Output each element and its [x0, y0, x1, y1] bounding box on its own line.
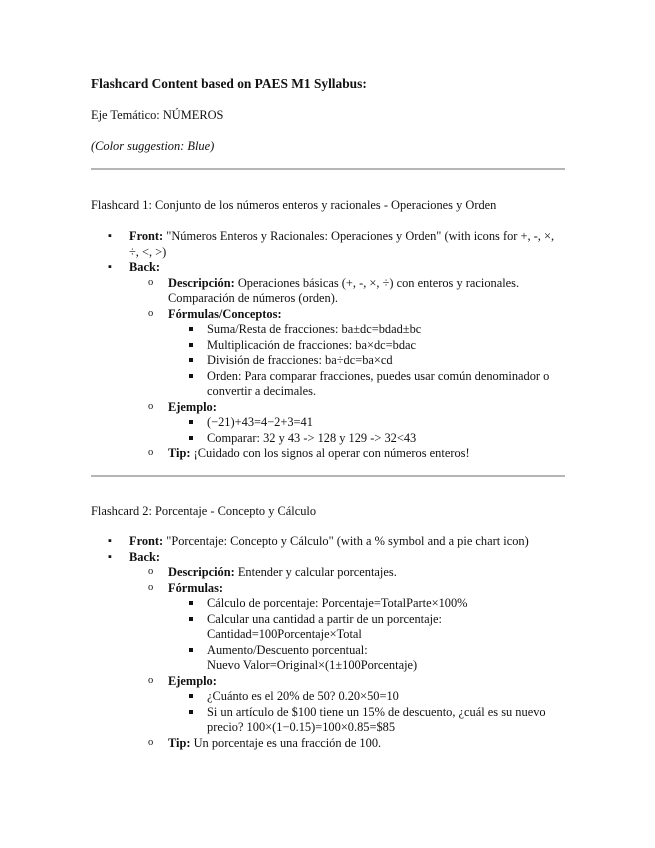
list-item: Comparar: 32 y 43 -> 128 y 129 -> 32<43	[168, 431, 565, 447]
flashcard-1-front	[91, 229, 565, 260]
flashcard-2-title: Flashcard 2: Porcentaje - Concepto y Cálculo	[91, 504, 317, 518]
flashcard-1-front-text: "Números Enteros y Racionales: Operaciones y Orden" (with icons for +, -, ×, ÷, <, >)	[129, 229, 555, 259]
flashcard-2-front-text: "Porcentaje: Concepto y Cálculo" (with a % symbol and a pie chart icon)	[163, 534, 529, 548]
list-item: División de fracciones: ba÷dc=ba×cd	[168, 353, 565, 369]
front-label: Front:	[129, 534, 164, 548]
eje-tematico: Eje Temático: NÚMEROS	[91, 108, 224, 122]
flashcard-2-ejemplo-list	[168, 689, 565, 736]
flashcard-2-descripcion	[129, 565, 565, 581]
formula-text: Aumento/Descuento porcentual:	[207, 642, 368, 657]
flashcard-1-tip	[129, 446, 565, 462]
flashcard-2-back	[91, 550, 565, 752]
flashcard-2-formulas-list	[168, 596, 565, 674]
flashcard-2-tip	[129, 736, 565, 752]
flashcard-2-list	[91, 534, 565, 751]
list-item	[168, 612, 565, 643]
ejemplo-label: Ejemplo:	[168, 399, 217, 414]
back-label: Back:	[129, 549, 160, 564]
color-suggestion: (Color suggestion: Blue)	[91, 139, 215, 153]
document-title: Flashcard Content based on PAES M1 Syllabus:	[91, 76, 367, 91]
flashcard-1-descripcion-text: Operaciones básicas (+, -, ×, ÷) con enteros y racionales. Comparación de números (orden).	[168, 275, 520, 305]
flashcard-1-list	[91, 229, 565, 462]
flashcard-1-formulas	[129, 307, 565, 400]
list-item: Multiplicación de fracciones: ba×dc=bdac	[168, 338, 565, 354]
descripcion-label: Descripción:	[168, 565, 235, 579]
list-item: Orden: Para comparar fracciones, puedes usar común denominador o convertir a decimales.	[168, 369, 565, 400]
ejemplo-label: Ejemplo:	[168, 673, 217, 688]
list-item: (−21)+43=4−2+3=41	[168, 415, 565, 431]
tip-label: Tip:	[168, 735, 191, 750]
formula-text: Calcular una cantidad a partir de un porcentaje:	[207, 611, 442, 626]
list-item	[168, 643, 565, 674]
front-label: Front:	[129, 229, 164, 243]
descripcion-label: Descripción:	[168, 275, 235, 290]
divider	[91, 475, 565, 477]
list-item: ¿Cuánto es el 20% de 50? 0.20×50=10	[168, 689, 565, 705]
flashcard-2-front	[91, 534, 565, 550]
flashcard-1-back-list	[129, 276, 565, 462]
formula-expression: Nuevo Valor=Original×(1±100Porcentaje)	[207, 658, 418, 672]
flashcard-1-descripcion	[129, 276, 565, 307]
flashcard-1-title: Flashcard 1: Conjunto de los números enteros y racionales - Operaciones y Orden	[91, 198, 497, 212]
flashcard-1-tip-text: ¡Cuidado con los signos al operar con números enteros!	[190, 446, 470, 460]
flashcard-2-back-list	[129, 565, 565, 751]
flashcard-1-formulas-list	[168, 322, 565, 400]
flashcard-1-ejemplo	[129, 400, 565, 447]
flashcard-2-tip-text: Un porcentaje es una fracción de 100.	[190, 735, 382, 750]
list-item: Suma/Resta de fracciones: ba±dc=bdad±bc	[168, 322, 565, 338]
flashcard-2-descripcion-text: Entender y calcular porcentajes.	[234, 565, 397, 579]
formula-text: Cálculo de porcentaje: Porcentaje=TotalParte×100%	[207, 596, 468, 610]
flashcard-1-ejemplo-list	[168, 415, 565, 446]
flashcard-2-formulas	[129, 581, 565, 674]
flashcard-1-back	[91, 260, 565, 462]
back-label: Back:	[129, 260, 160, 274]
formulas-label: Fórmulas:	[168, 580, 224, 595]
tip-label: Tip:	[168, 446, 191, 460]
list-item	[168, 596, 565, 612]
flashcard-2-ejemplo	[129, 674, 565, 736]
formulas-conceptos-label: Fórmulas/Conceptos:	[168, 306, 282, 321]
list-item: Si un artículo de $100 tiene un 15% de descuento, ¿cuál es su nuevo precio? 100×(1−0.15)=100×0.85=$85	[168, 705, 565, 736]
formula-expression: Cantidad=100Porcentaje×Total	[207, 627, 362, 641]
divider	[91, 168, 565, 170]
